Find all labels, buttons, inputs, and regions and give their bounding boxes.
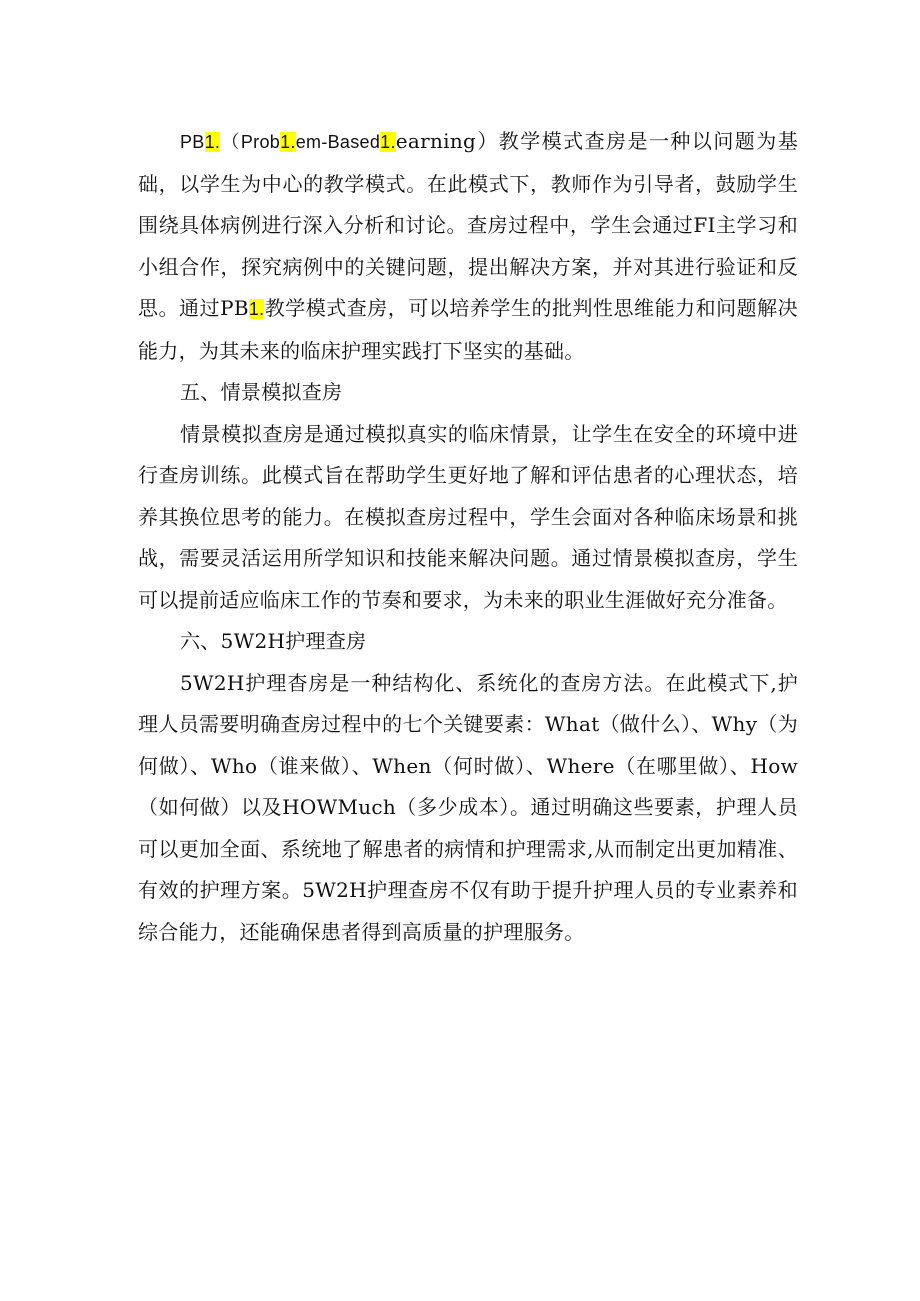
pbl-text-5: 教学模式查房，可以培养学生的批判性思维能力和问题解决能力，为其未来的临床护理实践打下坚实的基础。 <box>138 296 798 363</box>
pbl-text-4: earning）教学模式查房是一种以问题为基础，以学生为中心的教学模式。在此模式下，教师作为引导者，鼓励学生围绕具体病例进行深入分析和讨论。查房过程中，学生会通过FI主学习和小组合作，探究病例中的关键问题，提出解决方案，并对其进行验证和反思。通过PB <box>138 129 798 320</box>
paragraph-5w2h: 5W2H护理杳房是一种结构化、系统化的查房方法。在此模式下,护理人员需要明确查房过程中的七个关键要素：What（做什么）、Why（为何做）、Who（谁来做）、When（何时做）、Where（在哪里做）、How（如何做）以及HOWMuch（多少成本）。通过明确这些要素，护理人员可以更加全面、系统地了解患者的病情和护理需求,从而制定出更加精准、有效的护理方案。5W2H护理查房不仅有助于提升护理人员的专业素养和综合能力，还能确保患者得到高质量的护理服务。 <box>138 670 798 944</box>
section-heading-5: 五、情景模拟查房 <box>180 380 343 404</box>
pbl-text-2: （Prob <box>220 132 281 152</box>
highlighted-text: 1. <box>280 132 296 152</box>
highlighted-text: 1. <box>380 132 396 152</box>
paragraph-simulation: 情景模拟查房是通过模拟真实的临床情景，让学生在安全的环境中进行查房训练。此模式旨在帮助学生更好地了解和评估患者的心理状态，培养其换位思考的能力。在模拟查房过程中，学生会面对各种临床场景和挑战，需要灵活运用所学知识和技能来解决问题。通过情景模拟查房，学生可以提前适应临床工作的节奏和要求，为未来的职业生涯做好充分准备。 <box>138 421 798 612</box>
paragraph-pbl <box>138 121 798 372</box>
section-heading-6: 六、5W2H护理查房 <box>180 629 367 653</box>
highlighted-text: 1. <box>248 299 265 319</box>
highlighted-text: 1. <box>204 132 221 152</box>
document-body <box>138 121 798 953</box>
pbl-text-1: PB <box>180 132 205 152</box>
pbl-text-3: em-Based <box>295 132 381 152</box>
